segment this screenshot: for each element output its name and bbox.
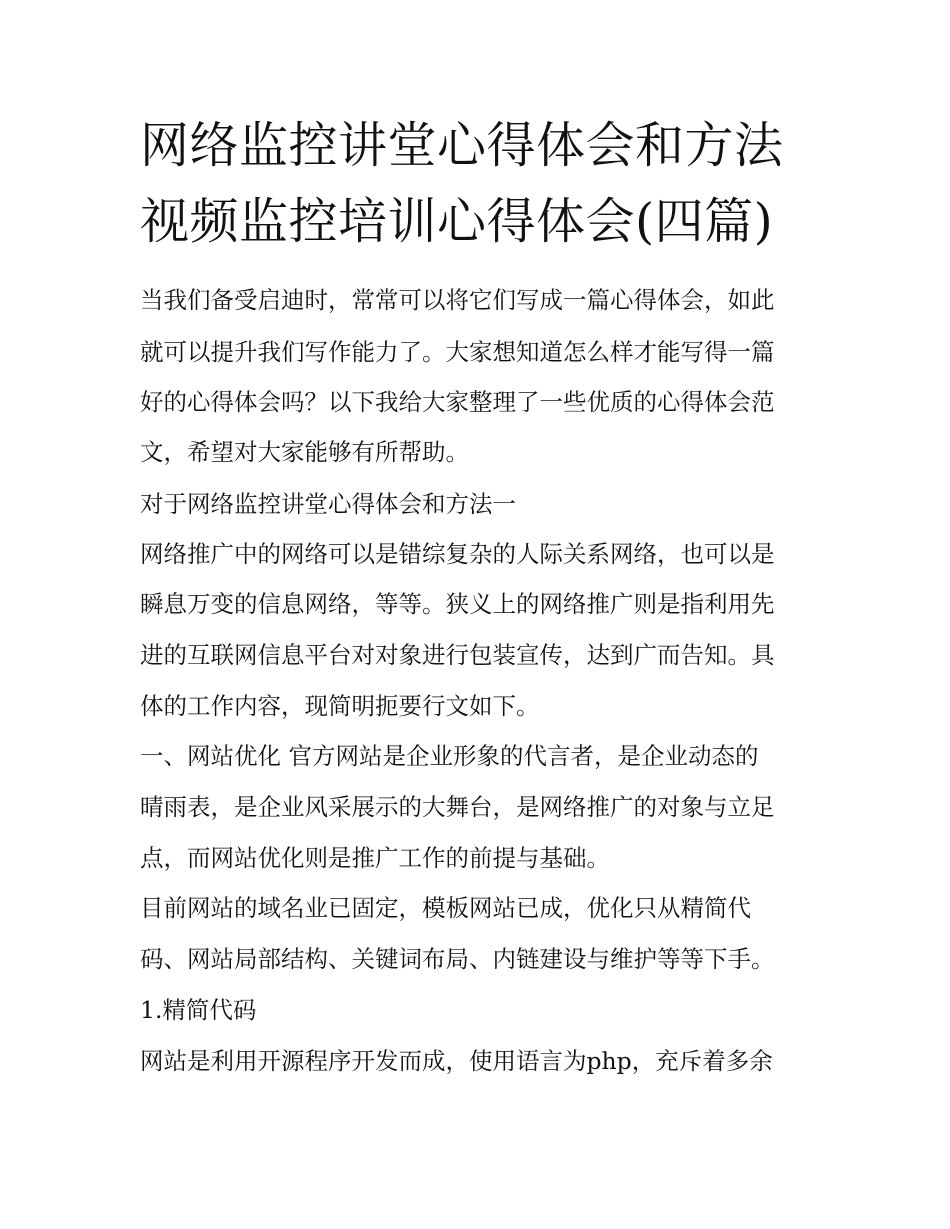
document-title-line-1: 网络监控讲堂心得体会和方法 xyxy=(140,117,784,174)
paragraph-line: 就可以提升我们写作能力了。大家想知道怎么样才能写得一篇 xyxy=(140,338,775,366)
paragraph-line: 网站是利用开源程序开发而成，使用语言为php，充斥着多余 xyxy=(140,1047,773,1075)
section-heading: 对于网络监控讲堂心得体会和方法一 xyxy=(140,490,516,518)
paragraph-line: 当我们备受启迪时，常常可以将它们写成一篇心得体会，如此 xyxy=(140,286,775,314)
paragraph-line: 瞬息万变的信息网络，等等。狭义上的网络推广则是指利用先 xyxy=(140,590,775,618)
paragraph-line: 好的心得体会吗？以下我给大家整理了一些优质的心得体会范 xyxy=(140,388,775,416)
paragraph-line: 网络推广中的网络可以是错综复杂的人际关系网络，也可以是 xyxy=(140,540,775,568)
paragraph-line: 目前网站的域名业已固定，模板网站已成，优化只从精简代 xyxy=(140,894,751,922)
paragraph-line: 晴雨表，是企业风采展示的大舞台，是网络推广的对象与立足 xyxy=(140,793,775,821)
document-title-line-2: 视频监控培训心得体会(四篇) xyxy=(140,193,774,250)
paragraph-line: 进的互联网信息平台对对象进行包装宣传，达到广而告知。具 xyxy=(140,641,775,669)
paragraph-line: 文，希望对大家能够有所帮助。 xyxy=(140,438,469,466)
paragraph-line: 一、网站优化 官方网站是企业形象的代言者，是企业动态的 xyxy=(140,742,759,770)
subsection-heading: 1.精简代码 xyxy=(140,996,257,1024)
paragraph-line: 点，而网站优化则是推广工作的前提与基础。 xyxy=(140,844,610,872)
paragraph-line: 体的工作内容，现简明扼要行文如下。 xyxy=(140,692,540,720)
paragraph-line: 码、网站局部结构、关键词布局、内链建设与维护等等下手。 xyxy=(140,945,775,973)
